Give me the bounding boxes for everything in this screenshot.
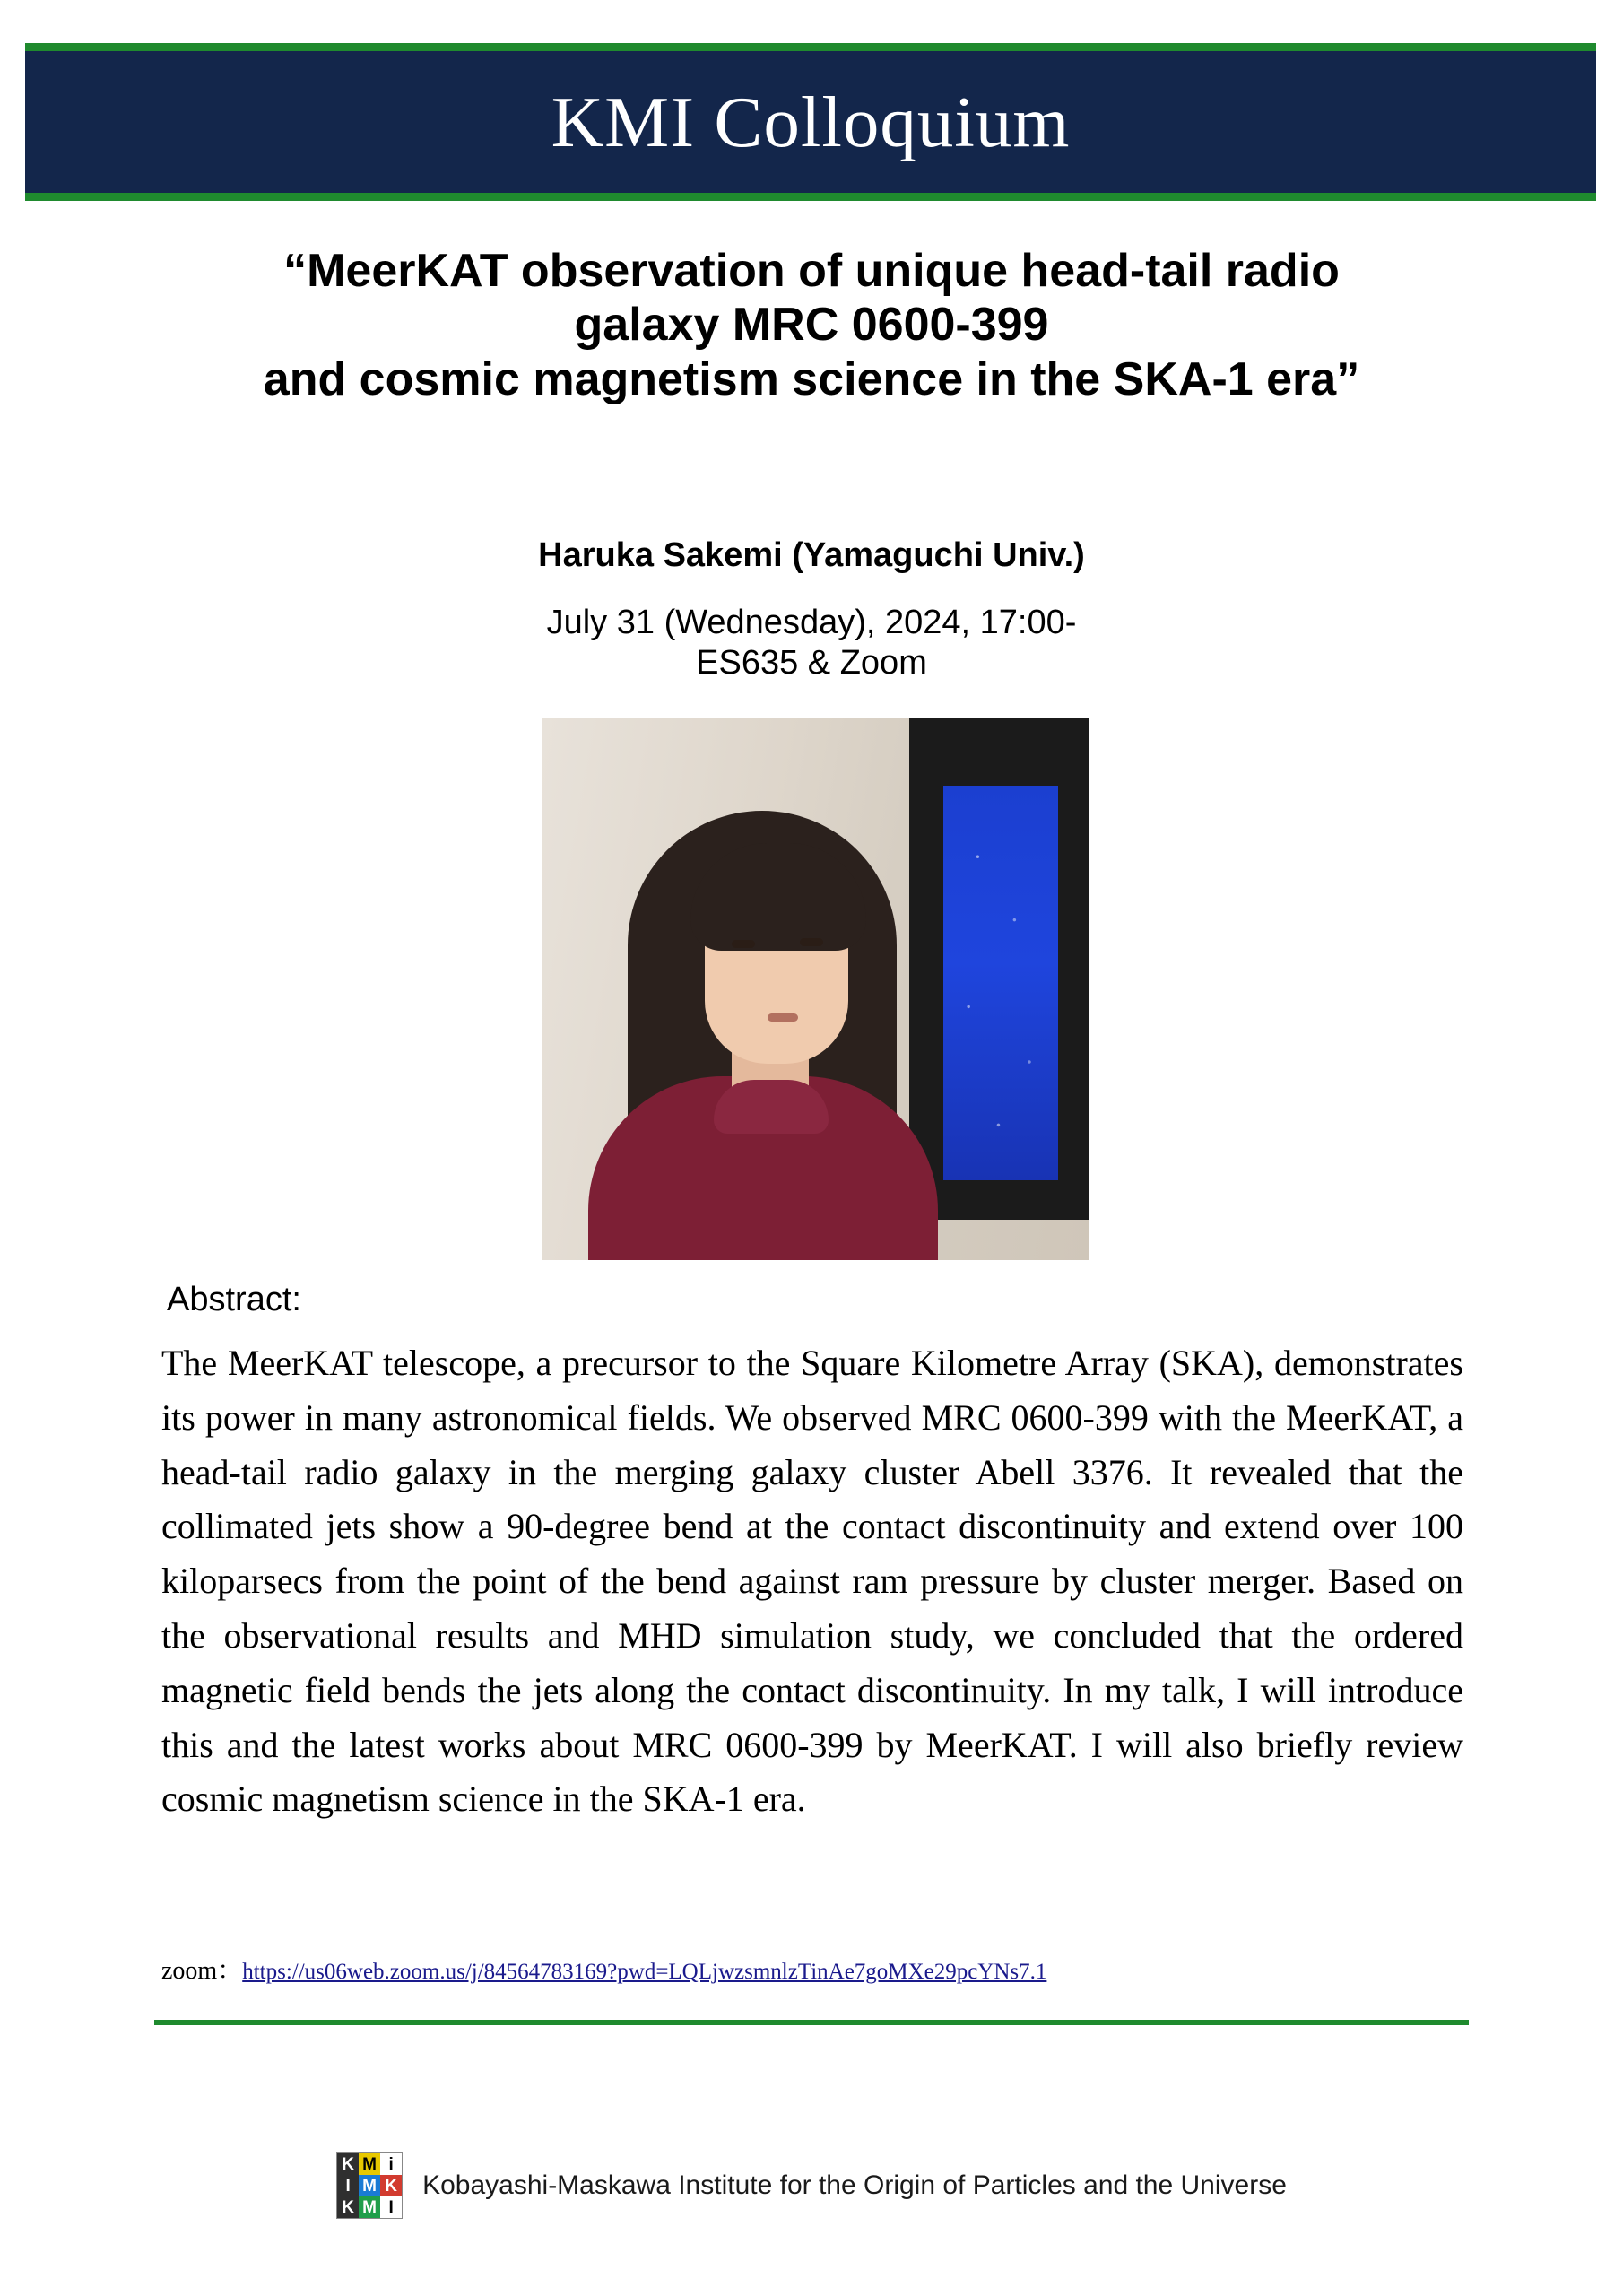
banner-body xyxy=(25,51,1596,193)
kmi-logo-cell-5: K xyxy=(380,2175,402,2196)
zoom-link[interactable]: https://us06web.zoom.us/j/84564783169?pwd=LQLjwzsmnlzTinAe7goMXe29pcYNs7.1 xyxy=(242,1960,1047,1984)
institute-name: Kobayashi-Maskawa Institute for the Origin of Particles and the Universe xyxy=(422,2170,1287,2200)
talk-date: July 31 (Wednesday), 2024, 17:00- xyxy=(546,604,1077,641)
photo-mouth xyxy=(768,1013,798,1022)
talk-title xyxy=(81,244,1542,406)
banner-title: KMI Colloquium xyxy=(551,81,1071,162)
kmi-logo-cell-8: I xyxy=(380,2196,402,2218)
photo-blue-artwork xyxy=(943,786,1058,1180)
abstract-body: The MeerKAT telescope, a precursor to the Square Kilometre Array (SKA), demonstrates its power in many astronomical fields. We observed MRC 0600-399 with the MeerKAT, a head-tail radio galaxy in the merging galaxy cluster Abell 3376. It revealed that the collimated jets show a 90-degree bend at the contact discontinuity and extend over 100 kiloparsecs from the point of the bend against ram pressure by cluster merger. Based on the observational results and MHD simulation study, we concluded that the ordered magnetic field bends the jets along the contact discontinuity. In my talk, I will introduce this and the latest works about MRC 0600-399 by MeerKAT. I will also briefly review cosmic magnetism science in the SKA-1 era. xyxy=(161,1343,1463,1820)
abstract-label: Abstract: xyxy=(167,1281,301,1318)
bottom-rule xyxy=(154,2020,1469,2025)
kmi-logo-cell-7: M xyxy=(359,2196,380,2218)
kmi-logo-cell-2: i xyxy=(380,2153,402,2175)
footer xyxy=(0,2152,1623,2219)
banner-bottom-rule xyxy=(25,193,1596,201)
header-banner xyxy=(25,43,1596,201)
speaker-photo xyxy=(542,718,1089,1260)
photo-collar xyxy=(714,1080,829,1134)
talk-title-line-1: “MeerKAT observation of unique head-tail radio xyxy=(283,245,1340,297)
zoom-label: zoom： xyxy=(161,1957,243,1985)
kmi-logo-cell-0: K xyxy=(337,2153,359,2175)
kmi-logo-cell-3: I xyxy=(337,2175,359,2196)
talk-title-line-3: and cosmic magnetism science in the SKA-1 era” xyxy=(263,352,1360,405)
kmi-logo-cell-6: K xyxy=(337,2196,359,2218)
photo-eye-right xyxy=(800,938,823,946)
kmi-logo-cell-4: M xyxy=(359,2175,380,2196)
banner-top-rule xyxy=(25,43,1596,51)
zoom-line xyxy=(161,1951,1471,1987)
photo-eye-left xyxy=(732,940,755,948)
kmi-logo-icon xyxy=(336,2152,403,2219)
speaker-name: Haruka Sakemi (Yamaguchi Univ.) xyxy=(538,536,1085,574)
talk-datetime xyxy=(0,603,1623,683)
talk-venue: ES635 & Zoom xyxy=(696,643,927,682)
talk-title-line-2: galaxy MRC 0600-399 xyxy=(574,299,1049,352)
kmi-logo-cell-1: M xyxy=(359,2153,380,2175)
